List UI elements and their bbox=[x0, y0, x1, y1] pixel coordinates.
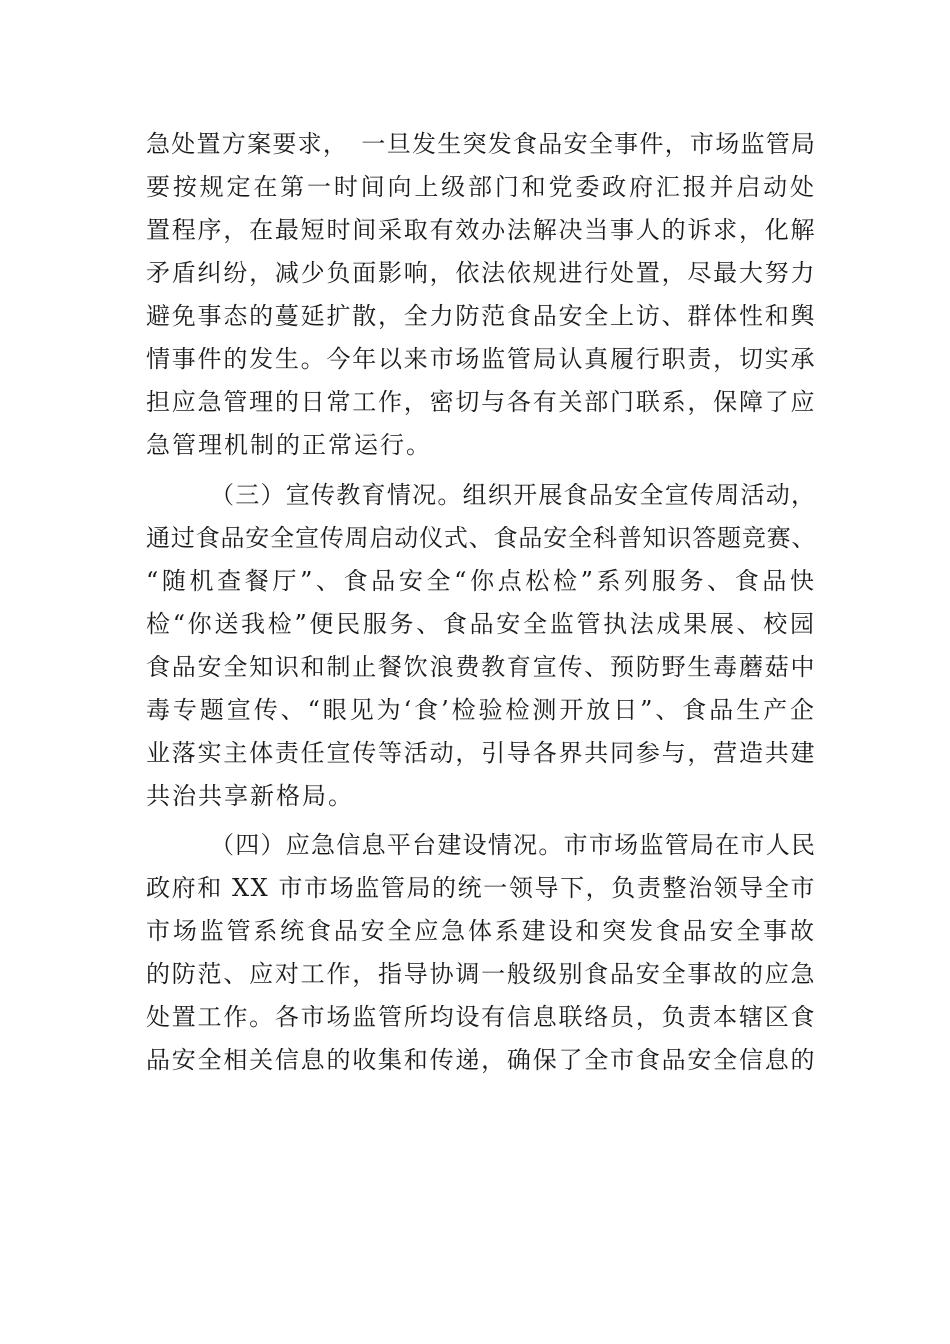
text-line: 急处置方案要求， 一旦发生突发食品安全事件，市场监管局 bbox=[146, 130, 816, 158]
text-line: 品安全相关信息的收集和传递，确保了全市食品安全信息的 bbox=[146, 1046, 816, 1074]
text-line: 业落实主体责任宣传等活动，引导各界共同参与，营造共建 bbox=[146, 739, 816, 767]
text-line: 处置工作。各市场监管所均设有信息联络员，负责本辖区食 bbox=[146, 1003, 816, 1031]
text-line: 政府和 XX 市市场监管局的统一领导下，负责整治领导全市 bbox=[146, 874, 816, 902]
text-line: 矛盾纠纷，减少负面影响，依法依规进行处置，尽最大努力 bbox=[146, 259, 816, 287]
text-line: 通过食品安全宣传周启动仪式、食品安全科普知识答题竞赛、 bbox=[146, 524, 816, 552]
text-line: 食品安全知识和制止餐饮浪费教育宣传、预防野生毒蘑菇中 bbox=[146, 653, 816, 681]
text-line: 急管理机制的正常运行。 bbox=[146, 431, 432, 459]
text-line: 情事件的发生。今年以来市场监管局认真履行职责，切实承 bbox=[146, 345, 816, 373]
text-line: （四）应急信息平台建设情况。市市场监管局在市人民 bbox=[210, 831, 816, 859]
text-line: 担应急管理的日常工作，密切与各有关部门联系，保障了应 bbox=[146, 388, 816, 416]
text-line: 避免事态的蔓延扩散，全力防范食品安全上访、群体性和舆 bbox=[146, 302, 816, 330]
text-line: 的防范、应对工作，指导协调一般级别食品安全事故的应急 bbox=[146, 960, 816, 988]
text-line: 检“你送我检”便民服务、食品安全监管执法成果展、校园 bbox=[146, 610, 816, 638]
text-line: 置程序，在最短时间采取有效办法解决当事人的诉求，化解 bbox=[146, 216, 816, 244]
text-line: 共治共享新格局。 bbox=[146, 782, 354, 810]
text-line: 毒专题宣传、“眼见为‘食’检验检测开放日”、食品生产企 bbox=[146, 696, 816, 724]
text-line: 要按规定在第一时间向上级部门和党委政府汇报并启动处 bbox=[146, 173, 816, 201]
text-line: “随机查餐厅”、食品安全“你点松检”系列服务、食品快 bbox=[146, 567, 816, 595]
text-line: 市场监管系统食品安全应急体系建设和突发食品安全事故 bbox=[146, 917, 816, 945]
text-line: （三）宣传教育情况。组织开展食品安全宣传周活动， bbox=[210, 481, 816, 509]
